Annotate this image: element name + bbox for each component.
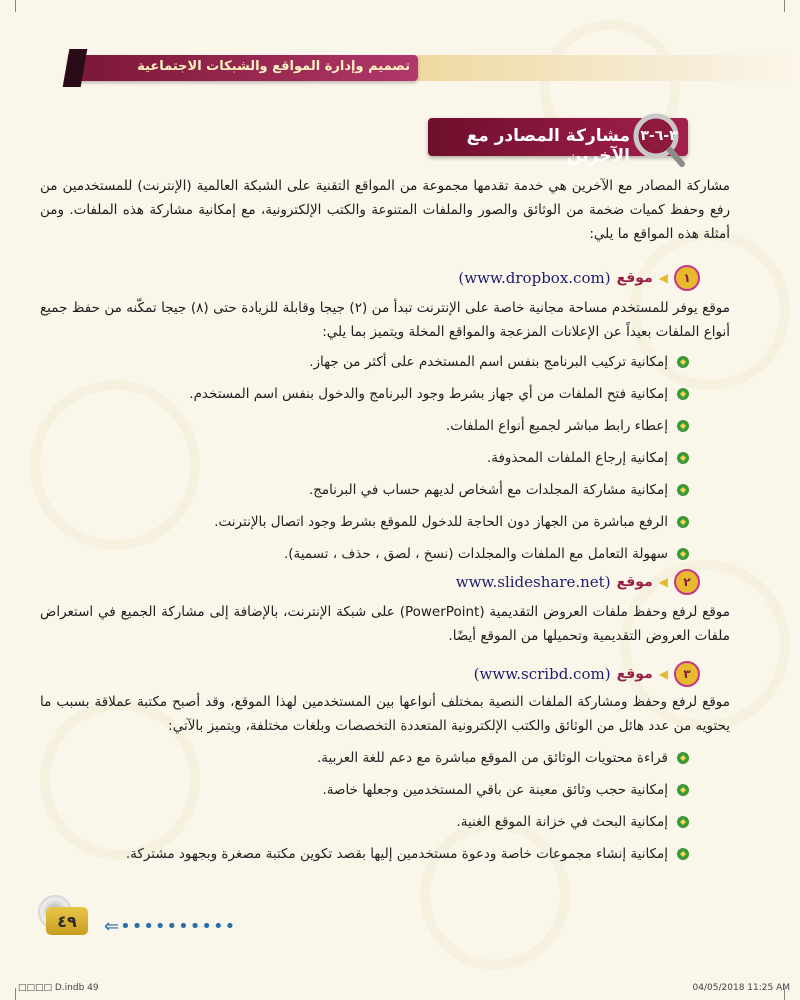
site-description: موقع لرفع وحفظ ملفات العروض التقديمية (PowerPoint) على شبكة الإنترنت، بالإضافة إلى مشاركة الجميع في استعراض ملفات العروض التقديمية وتحميلها من الموقع أيضًا. xyxy=(40,604,731,644)
feature-text: إعطاء رابط مباشر لجميع أنواع الملفات. xyxy=(445,418,668,434)
list-item xyxy=(90,742,690,774)
number-badge: ٢ xyxy=(674,569,700,595)
chapter-title: تصميم وإدارة المواقع والشبكات الاجتماعية xyxy=(137,59,410,74)
site-heading-slideshare xyxy=(456,570,700,594)
bullet-icon xyxy=(676,387,690,401)
list-item xyxy=(90,506,690,538)
scribd-features-list xyxy=(90,742,690,870)
crop-mark xyxy=(15,988,16,1000)
bullet-icon xyxy=(676,847,690,861)
feature-text: سهولة التعامل مع الملفات والمجلدات (نسخ ، لصق ، حذف ، تسمية). xyxy=(283,546,668,562)
number-badge: ١ xyxy=(674,265,700,291)
feature-text: إمكانية مشاركة المجلدات مع أشخاص لديهم حساب في البرنامج. xyxy=(308,482,668,498)
banner-stripe xyxy=(418,55,800,81)
list-item xyxy=(90,838,690,870)
bullet-icon xyxy=(676,355,690,369)
arrow-icon: ◀ xyxy=(658,667,668,681)
bullet-icon xyxy=(676,815,690,829)
feature-text: إمكانية إرجاع الملفات المحذوفة. xyxy=(486,450,668,466)
feature-text: إمكانية البحث في خزانة الموقع الغنية. xyxy=(456,814,668,830)
section-number: ٣-٦-٣ xyxy=(640,128,678,144)
bullet-icon xyxy=(676,515,690,529)
list-item xyxy=(90,774,690,806)
bullet-icon xyxy=(676,451,690,465)
site-heading-dropbox xyxy=(458,266,700,290)
arrow-icon: ◀ xyxy=(658,271,668,285)
site-label: موقع xyxy=(616,270,653,286)
file-info: □□□□ D.indb 49 xyxy=(18,983,99,993)
site-description: موقع لرفع وحفظ ومشاركة الملفات النصية بمختلف أنواعها بين المستخدمين لهذا الموقع، وقد أصبح مكتبة عملاقة بسبب ما يحتويه من عدد هائل من الوثائق والكتب الإلكترونية المتعددة التخصصات وبلغات مختلفة، ويتميز بالآتي: xyxy=(40,694,730,734)
bullet-icon xyxy=(676,419,690,433)
list-item xyxy=(90,378,690,410)
section-title: مشاركة المصادر مع الآخرين xyxy=(466,126,630,166)
bullet-icon xyxy=(676,783,690,797)
arrow-icon: ◀ xyxy=(658,575,668,589)
feature-text: إمكانية فتح الملفات من أي جهاز بشرط وجود البرنامج والدخول بنفس اسم المستخدم. xyxy=(189,386,668,402)
feature-text: قراءة محتويات الوثائق من الموقع مباشرة مع دعم للغة العربية. xyxy=(316,750,668,766)
site-label: موقع xyxy=(616,574,653,590)
site-heading-scribd xyxy=(474,662,700,686)
feature-text: إمكانية تركيب البرنامج بنفس اسم المستخدم على أكثر من جهاز. xyxy=(309,354,668,370)
list-item xyxy=(90,538,690,570)
site-url: (www.dropbox.com) xyxy=(458,269,611,287)
bullet-icon xyxy=(676,547,690,561)
site-url: (www.slideshare.net xyxy=(455,573,611,591)
intro-paragraph: مشاركة المصادر مع الآخرين هي خدمة تقدمها مجموعة من المواقع التقنية على الشبكة العالمية (الإنترنت) للمستخدمين من رفع وحفظ كميات ضخمة من الوثائق والصور والملفات المتنوعة والكتب الإلكترونية، مع إمكانية مشاركة هذه الملفات. ومن أمثلة هذه المواقع ما يلي: xyxy=(40,178,730,242)
feature-text: إمكانية حجب وثائق معينة عن باقي المستخدمين وجعلها خاصة. xyxy=(322,782,668,798)
list-item xyxy=(90,346,690,378)
site-description: موقع يوفر للمستخدم مساحة مجانية خاصة على الإنترنت تبدأ من (٢) جيجا وقابلة للزيادة حتى (٨) جيجا تمكّنه من حفظ جميع أنواع الملفات بعيداً عن الإعلانات المزعجة والمواقع المخلة ويتميز بما يلي: xyxy=(40,300,730,340)
site-url: (www.scribd.com) xyxy=(473,665,611,683)
list-item xyxy=(90,442,690,474)
feature-text: الرفع مباشرة من الجهاز دون الحاجة للدخول للموقع بشرط وجود اتصال بالإنترنت. xyxy=(214,514,668,530)
print-date: 04/05/2018 11:25 AM xyxy=(692,983,790,993)
back-arrow-icon: ⇐•••••••••• xyxy=(104,916,237,937)
page-number: ٤٩ xyxy=(46,907,88,935)
bullet-icon xyxy=(676,483,690,497)
crop-mark xyxy=(15,0,16,12)
list-item xyxy=(90,410,690,442)
feature-text: إمكانية إنشاء مجموعات خاصة ودعوة مستخدمين إليها بقصد تكوين مكتبة مصغرة وبجهود مشتركة. xyxy=(125,846,668,862)
site-label: موقع xyxy=(616,666,653,682)
bullet-icon xyxy=(676,751,690,765)
dropbox-features-list xyxy=(90,346,690,570)
list-item xyxy=(90,474,690,506)
crop-mark xyxy=(784,0,785,12)
number-badge: ٣ xyxy=(674,661,700,687)
list-item xyxy=(90,806,690,838)
